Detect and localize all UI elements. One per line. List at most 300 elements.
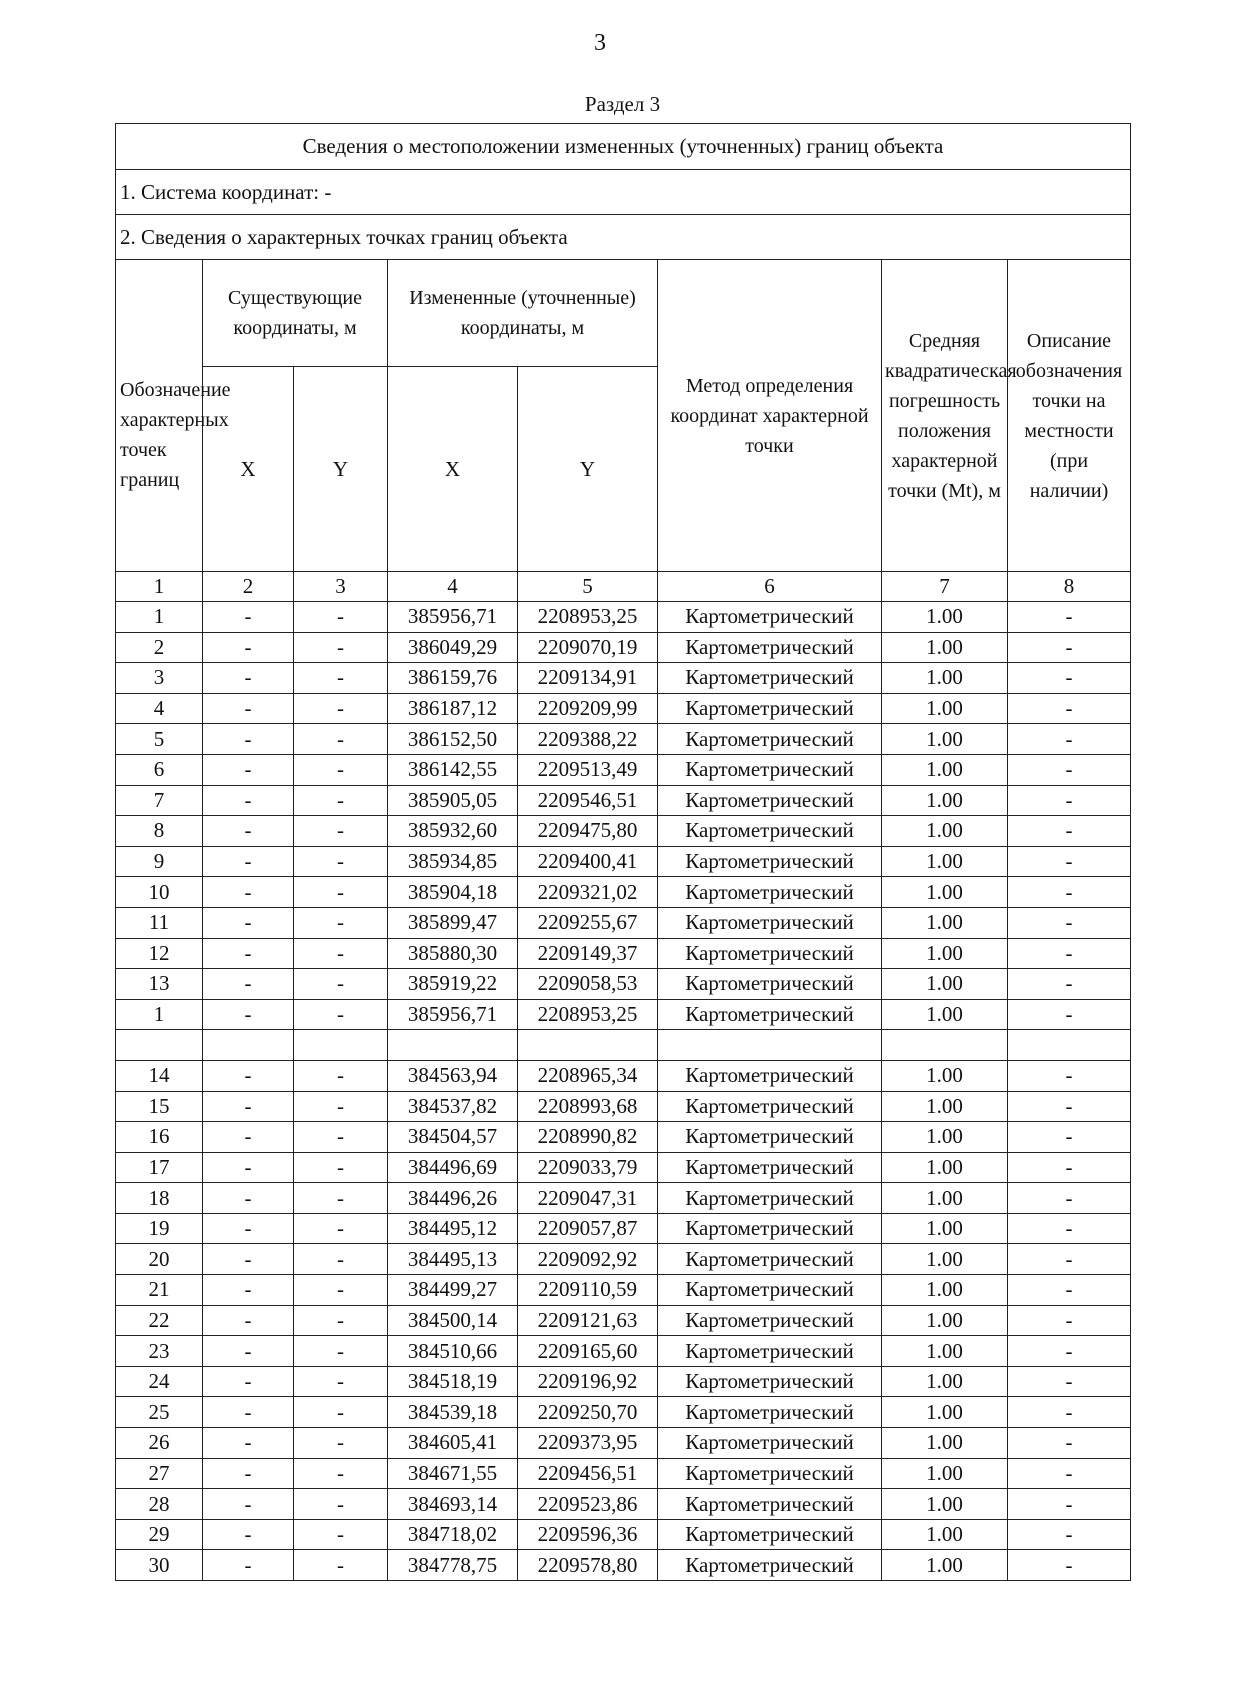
- method-cell: Картометрический: [658, 1091, 882, 1122]
- existing-y-cell: -: [294, 1183, 388, 1214]
- changed-y-cell: 2208993,68: [518, 1091, 658, 1122]
- table-row: [116, 1336, 1131, 1367]
- mean-error-cell: 1.00: [882, 1519, 1008, 1550]
- existing-x-cell: -: [203, 1366, 294, 1397]
- existing-x-cell: -: [203, 754, 294, 785]
- column-number: 6: [658, 572, 882, 602]
- point-number-cell: 1: [116, 602, 203, 633]
- point-number-cell: 10: [116, 877, 203, 908]
- changed-y-cell: 2209373,95: [518, 1428, 658, 1459]
- column-number: 3: [294, 572, 388, 602]
- changed-x-cell: 384518,19: [388, 1366, 518, 1397]
- existing-y-cell: -: [294, 1489, 388, 1520]
- existing-x-cell: -: [203, 1397, 294, 1428]
- point-number-cell: 1: [116, 999, 203, 1030]
- group-separator-row: [116, 1030, 1131, 1061]
- description-cell: -: [1008, 1152, 1131, 1183]
- header-changed-x: X: [388, 367, 518, 572]
- changed-x-cell: 384718,02: [388, 1519, 518, 1550]
- table-title: Сведения о местоположении измененных (уточненных) границ объекта: [116, 124, 1131, 170]
- empty-cell: [882, 1030, 1008, 1061]
- description-cell: -: [1008, 632, 1131, 663]
- changed-x-cell: 386049,29: [388, 632, 518, 663]
- method-cell: Картометрический: [658, 1397, 882, 1428]
- point-number-cell: 9: [116, 846, 203, 877]
- mean-error-cell: 1.00: [882, 907, 1008, 938]
- changed-x-cell: 384510,66: [388, 1336, 518, 1367]
- point-number-cell: 25: [116, 1397, 203, 1428]
- changed-y-cell: 2209456,51: [518, 1458, 658, 1489]
- point-number-cell: 16: [116, 1122, 203, 1153]
- table-row: [116, 938, 1131, 969]
- table-row: [116, 1122, 1131, 1153]
- table-row: [116, 1550, 1131, 1581]
- existing-y-cell: -: [294, 1305, 388, 1336]
- mean-error-cell: 1.00: [882, 846, 1008, 877]
- existing-y-cell: -: [294, 754, 388, 785]
- existing-x-cell: -: [203, 907, 294, 938]
- existing-y-cell: -: [294, 1397, 388, 1428]
- mean-error-cell: 1.00: [882, 1183, 1008, 1214]
- mean-error-cell: 1.00: [882, 693, 1008, 724]
- existing-x-cell: -: [203, 1305, 294, 1336]
- existing-y-cell: -: [294, 877, 388, 908]
- method-cell: Картометрический: [658, 663, 882, 694]
- changed-y-cell: 2208953,25: [518, 999, 658, 1030]
- description-cell: -: [1008, 938, 1131, 969]
- existing-y-cell: -: [294, 1091, 388, 1122]
- description-cell: -: [1008, 724, 1131, 755]
- changed-x-cell: 386187,12: [388, 693, 518, 724]
- existing-y-cell: -: [294, 1428, 388, 1459]
- mean-error-cell: 1.00: [882, 999, 1008, 1030]
- changed-x-cell: 385905,05: [388, 785, 518, 816]
- point-number-cell: 17: [116, 1152, 203, 1183]
- mean-error-cell: 1.00: [882, 938, 1008, 969]
- point-number-cell: 4: [116, 693, 203, 724]
- existing-y-cell: -: [294, 938, 388, 969]
- header-method: Метод определения координат характерной точки: [658, 260, 882, 572]
- existing-x-cell: -: [203, 1275, 294, 1306]
- empty-cell: [1008, 1030, 1131, 1061]
- method-cell: Картометрический: [658, 1183, 882, 1214]
- mean-error-cell: 1.00: [882, 1336, 1008, 1367]
- method-cell: Картометрический: [658, 602, 882, 633]
- method-cell: Картометрический: [658, 785, 882, 816]
- existing-x-cell: -: [203, 632, 294, 663]
- mean-error-cell: 1.00: [882, 1275, 1008, 1306]
- existing-y-cell: -: [294, 907, 388, 938]
- description-cell: -: [1008, 693, 1131, 724]
- table-row: [116, 1519, 1131, 1550]
- changed-y-cell: 2209250,70: [518, 1397, 658, 1428]
- column-number: 8: [1008, 572, 1131, 602]
- description-cell: -: [1008, 1091, 1131, 1122]
- point-number-cell: 18: [116, 1183, 203, 1214]
- changed-x-cell: 386152,50: [388, 724, 518, 755]
- existing-x-cell: -: [203, 1152, 294, 1183]
- header-mean-error: Средняя квадратическая погрешность положения характерной точки (Mt), м: [882, 260, 1008, 572]
- method-cell: Картометрический: [658, 846, 882, 877]
- description-cell: -: [1008, 602, 1131, 633]
- changed-y-cell: 2209596,36: [518, 1519, 658, 1550]
- boundary-points-table: [115, 123, 1131, 1581]
- existing-y-cell: -: [294, 1336, 388, 1367]
- changed-x-cell: 385932,60: [388, 816, 518, 847]
- table-row: [116, 663, 1131, 694]
- changed-y-cell: 2209546,51: [518, 785, 658, 816]
- points-header: 2. Сведения о характерных точках границ объекта: [116, 215, 1131, 260]
- method-cell: Картометрический: [658, 1550, 882, 1581]
- mean-error-cell: 1.00: [882, 1091, 1008, 1122]
- existing-x-cell: -: [203, 969, 294, 1000]
- existing-y-cell: -: [294, 816, 388, 847]
- existing-y-cell: -: [294, 724, 388, 755]
- method-cell: Картометрический: [658, 1060, 882, 1091]
- point-number-cell: 24: [116, 1366, 203, 1397]
- existing-x-cell: -: [203, 999, 294, 1030]
- existing-x-cell: -: [203, 1091, 294, 1122]
- changed-y-cell: 2209321,02: [518, 877, 658, 908]
- changed-y-cell: 2209149,37: [518, 938, 658, 969]
- existing-x-cell: -: [203, 877, 294, 908]
- existing-x-cell: -: [203, 785, 294, 816]
- changed-x-cell: 384495,13: [388, 1244, 518, 1275]
- changed-y-cell: 2208990,82: [518, 1122, 658, 1153]
- existing-y-cell: -: [294, 1366, 388, 1397]
- coordinate-system: 1. Система координат: -: [116, 170, 1131, 215]
- method-cell: Картометрический: [658, 1275, 882, 1306]
- point-number-cell: 26: [116, 1428, 203, 1459]
- table-row: [116, 907, 1131, 938]
- existing-y-cell: -: [294, 1152, 388, 1183]
- description-cell: -: [1008, 663, 1131, 694]
- table-row: [116, 846, 1131, 877]
- table-row: [116, 1489, 1131, 1520]
- changed-x-cell: 384499,27: [388, 1275, 518, 1306]
- column-number: 1: [116, 572, 203, 602]
- point-number-cell: 6: [116, 754, 203, 785]
- header-existing-y: Y: [294, 367, 388, 572]
- mean-error-cell: 1.00: [882, 1152, 1008, 1183]
- existing-y-cell: -: [294, 1550, 388, 1581]
- table-row: [116, 877, 1131, 908]
- changed-y-cell: 2209255,67: [518, 907, 658, 938]
- changed-x-cell: 384563,94: [388, 1060, 518, 1091]
- description-cell: -: [1008, 785, 1131, 816]
- point-number-cell: 21: [116, 1275, 203, 1306]
- method-cell: Картометрический: [658, 632, 882, 663]
- table-row: [116, 1275, 1131, 1306]
- changed-y-cell: 2209070,19: [518, 632, 658, 663]
- point-number-cell: 2: [116, 632, 203, 663]
- existing-y-cell: -: [294, 1519, 388, 1550]
- method-cell: Картометрический: [658, 999, 882, 1030]
- existing-x-cell: -: [203, 602, 294, 633]
- mean-error-cell: 1.00: [882, 602, 1008, 633]
- section-title: Раздел 3: [584, 92, 661, 116]
- changed-x-cell: 385956,71: [388, 602, 518, 633]
- mean-error-cell: 1.00: [882, 1213, 1008, 1244]
- existing-x-cell: -: [203, 1519, 294, 1550]
- changed-y-cell: 2209134,91: [518, 663, 658, 694]
- changed-x-cell: 384671,55: [388, 1458, 518, 1489]
- point-number-cell: 11: [116, 907, 203, 938]
- changed-x-cell: 386142,55: [388, 754, 518, 785]
- point-number-cell: 23: [116, 1336, 203, 1367]
- existing-y-cell: -: [294, 1122, 388, 1153]
- existing-y-cell: -: [294, 846, 388, 877]
- description-cell: -: [1008, 1244, 1131, 1275]
- changed-x-cell: 384778,75: [388, 1550, 518, 1581]
- mean-error-cell: 1.00: [882, 724, 1008, 755]
- changed-x-cell: 384693,14: [388, 1489, 518, 1520]
- existing-x-cell: -: [203, 1060, 294, 1091]
- table-row: [116, 1091, 1131, 1122]
- changed-x-cell: 384504,57: [388, 1122, 518, 1153]
- empty-cell: [388, 1030, 518, 1061]
- mean-error-cell: 1.00: [882, 1428, 1008, 1459]
- changed-y-cell: 2209513,49: [518, 754, 658, 785]
- table-row: [116, 1397, 1131, 1428]
- existing-y-cell: -: [294, 1244, 388, 1275]
- existing-x-cell: -: [203, 938, 294, 969]
- changed-x-cell: 385919,22: [388, 969, 518, 1000]
- existing-y-cell: -: [294, 1060, 388, 1091]
- point-number-cell: 3: [116, 663, 203, 694]
- existing-y-cell: -: [294, 969, 388, 1000]
- table-row: [116, 1458, 1131, 1489]
- method-cell: Картометрический: [658, 907, 882, 938]
- point-number-cell: 29: [116, 1519, 203, 1550]
- table-row: [116, 602, 1131, 633]
- point-number-cell: 20: [116, 1244, 203, 1275]
- existing-y-cell: -: [294, 1213, 388, 1244]
- method-cell: Картометрический: [658, 969, 882, 1000]
- empty-cell: [203, 1030, 294, 1061]
- column-number: 4: [388, 572, 518, 602]
- changed-y-cell: 2209047,31: [518, 1183, 658, 1214]
- existing-x-cell: -: [203, 816, 294, 847]
- method-cell: Картометрический: [658, 1428, 882, 1459]
- changed-y-cell: 2209058,53: [518, 969, 658, 1000]
- method-cell: Картометрический: [658, 938, 882, 969]
- method-cell: Картометрический: [658, 1122, 882, 1153]
- table-row: [116, 999, 1131, 1030]
- existing-x-cell: -: [203, 846, 294, 877]
- method-cell: Картометрический: [658, 754, 882, 785]
- description-cell: -: [1008, 1366, 1131, 1397]
- changed-x-cell: 384496,26: [388, 1183, 518, 1214]
- column-number: 7: [882, 572, 1008, 602]
- column-number: 5: [518, 572, 658, 602]
- mean-error-cell: 1.00: [882, 1122, 1008, 1153]
- header-description: Описание обозначения точки на местности (при наличии): [1008, 260, 1131, 572]
- changed-x-cell: 385899,47: [388, 907, 518, 938]
- point-number-cell: 28: [116, 1489, 203, 1520]
- boundary-table-wrapper: [115, 123, 1130, 1581]
- method-cell: Картометрический: [658, 1489, 882, 1520]
- changed-y-cell: 2209209,99: [518, 693, 658, 724]
- existing-x-cell: -: [203, 724, 294, 755]
- table-row: [116, 1213, 1131, 1244]
- description-cell: -: [1008, 1458, 1131, 1489]
- changed-x-cell: 384539,18: [388, 1397, 518, 1428]
- point-number-cell: 27: [116, 1458, 203, 1489]
- header-existing-coordinates: Существующие координаты, м: [203, 260, 388, 367]
- changed-y-cell: 2209388,22: [518, 724, 658, 755]
- description-cell: -: [1008, 1428, 1131, 1459]
- mean-error-cell: 1.00: [882, 1397, 1008, 1428]
- empty-cell: [116, 1030, 203, 1061]
- point-number-cell: 19: [116, 1213, 203, 1244]
- mean-error-cell: 1.00: [882, 1060, 1008, 1091]
- table-row: [116, 724, 1131, 755]
- changed-x-cell: 385956,71: [388, 999, 518, 1030]
- changed-x-cell: 385904,18: [388, 877, 518, 908]
- table-row: [116, 754, 1131, 785]
- mean-error-cell: 1.00: [882, 816, 1008, 847]
- description-cell: -: [1008, 754, 1131, 785]
- existing-x-cell: -: [203, 663, 294, 694]
- description-cell: -: [1008, 969, 1131, 1000]
- method-cell: Картометрический: [658, 877, 882, 908]
- point-number-cell: 30: [116, 1550, 203, 1581]
- mean-error-cell: 1.00: [882, 877, 1008, 908]
- point-number-cell: 7: [116, 785, 203, 816]
- changed-y-cell: 2208953,25: [518, 602, 658, 633]
- point-number-cell: 8: [116, 816, 203, 847]
- point-number-cell: 12: [116, 938, 203, 969]
- description-cell: -: [1008, 1336, 1131, 1367]
- changed-y-cell: 2209165,60: [518, 1336, 658, 1367]
- description-cell: -: [1008, 1060, 1131, 1091]
- mean-error-cell: 1.00: [882, 785, 1008, 816]
- existing-y-cell: -: [294, 602, 388, 633]
- point-number-cell: 5: [116, 724, 203, 755]
- description-cell: -: [1008, 1519, 1131, 1550]
- existing-y-cell: -: [294, 663, 388, 694]
- existing-x-cell: -: [203, 1183, 294, 1214]
- table-row: [116, 632, 1131, 663]
- mean-error-cell: 1.00: [882, 969, 1008, 1000]
- existing-x-cell: -: [203, 1244, 294, 1275]
- changed-y-cell: 2209110,59: [518, 1275, 658, 1306]
- mean-error-cell: 1.00: [882, 632, 1008, 663]
- existing-x-cell: -: [203, 1428, 294, 1459]
- mean-error-cell: 1.00: [882, 754, 1008, 785]
- changed-y-cell: 2209092,92: [518, 1244, 658, 1275]
- changed-x-cell: 385934,85: [388, 846, 518, 877]
- header-existing-x: X: [203, 367, 294, 572]
- table-row: [116, 1152, 1131, 1183]
- header-changed-y: Y: [518, 367, 658, 572]
- description-cell: -: [1008, 1122, 1131, 1153]
- changed-y-cell: 2209121,63: [518, 1305, 658, 1336]
- changed-y-cell: 2209523,86: [518, 1489, 658, 1520]
- method-cell: Картометрический: [658, 1244, 882, 1275]
- existing-y-cell: -: [294, 693, 388, 724]
- method-cell: Картометрический: [658, 1152, 882, 1183]
- changed-y-cell: 2209475,80: [518, 816, 658, 847]
- table-row: [116, 1305, 1131, 1336]
- description-cell: -: [1008, 1305, 1131, 1336]
- empty-cell: [294, 1030, 388, 1061]
- mean-error-cell: 1.00: [882, 1458, 1008, 1489]
- mean-error-cell: 1.00: [882, 1489, 1008, 1520]
- existing-x-cell: -: [203, 1213, 294, 1244]
- description-cell: -: [1008, 1275, 1131, 1306]
- description-cell: -: [1008, 877, 1131, 908]
- mean-error-cell: 1.00: [882, 663, 1008, 694]
- table-row: [116, 1366, 1131, 1397]
- method-cell: Картометрический: [658, 1305, 882, 1336]
- description-cell: -: [1008, 816, 1131, 847]
- point-number-cell: 13: [116, 969, 203, 1000]
- table-row: [116, 816, 1131, 847]
- changed-x-cell: 384495,12: [388, 1213, 518, 1244]
- table-row: [116, 785, 1131, 816]
- mean-error-cell: 1.00: [882, 1244, 1008, 1275]
- existing-x-cell: -: [203, 693, 294, 724]
- existing-x-cell: -: [203, 1489, 294, 1520]
- page-number: 3: [594, 30, 606, 56]
- changed-x-cell: 384605,41: [388, 1428, 518, 1459]
- mean-error-cell: 1.00: [882, 1550, 1008, 1581]
- method-cell: Картометрический: [658, 724, 882, 755]
- mean-error-cell: 1.00: [882, 1305, 1008, 1336]
- point-number-cell: 14: [116, 1060, 203, 1091]
- mean-error-cell: 1.00: [882, 1366, 1008, 1397]
- description-cell: -: [1008, 1397, 1131, 1428]
- changed-x-cell: 386159,76: [388, 663, 518, 694]
- description-cell: -: [1008, 1550, 1131, 1581]
- method-cell: Картометрический: [658, 1366, 882, 1397]
- method-cell: Картометрический: [658, 1519, 882, 1550]
- changed-y-cell: 2209578,80: [518, 1550, 658, 1581]
- table-row: [116, 1183, 1131, 1214]
- table-row: [116, 693, 1131, 724]
- changed-x-cell: 384500,14: [388, 1305, 518, 1336]
- description-cell: -: [1008, 846, 1131, 877]
- method-cell: Картометрический: [658, 693, 882, 724]
- existing-x-cell: -: [203, 1122, 294, 1153]
- description-cell: -: [1008, 1183, 1131, 1214]
- column-number: 2: [203, 572, 294, 602]
- table-row: [116, 969, 1131, 1000]
- existing-y-cell: -: [294, 632, 388, 663]
- table-row: [116, 1060, 1131, 1091]
- existing-x-cell: -: [203, 1336, 294, 1367]
- existing-y-cell: -: [294, 1275, 388, 1306]
- method-cell: Картометрический: [658, 1336, 882, 1367]
- existing-x-cell: -: [203, 1550, 294, 1581]
- existing-y-cell: -: [294, 785, 388, 816]
- method-cell: Картометрический: [658, 1213, 882, 1244]
- changed-x-cell: 385880,30: [388, 938, 518, 969]
- changed-y-cell: 2208965,34: [518, 1060, 658, 1091]
- description-cell: -: [1008, 1489, 1131, 1520]
- table-row: [116, 1244, 1131, 1275]
- description-cell: -: [1008, 999, 1131, 1030]
- header-designation: Обозначение характерных точек границ: [116, 260, 203, 572]
- header-changed-coordinates: Измененные (уточненные) координаты, м: [388, 260, 658, 367]
- existing-x-cell: -: [203, 1458, 294, 1489]
- changed-x-cell: 384537,82: [388, 1091, 518, 1122]
- table-row: [116, 1428, 1131, 1459]
- description-cell: -: [1008, 1213, 1131, 1244]
- method-cell: Картометрический: [658, 1458, 882, 1489]
